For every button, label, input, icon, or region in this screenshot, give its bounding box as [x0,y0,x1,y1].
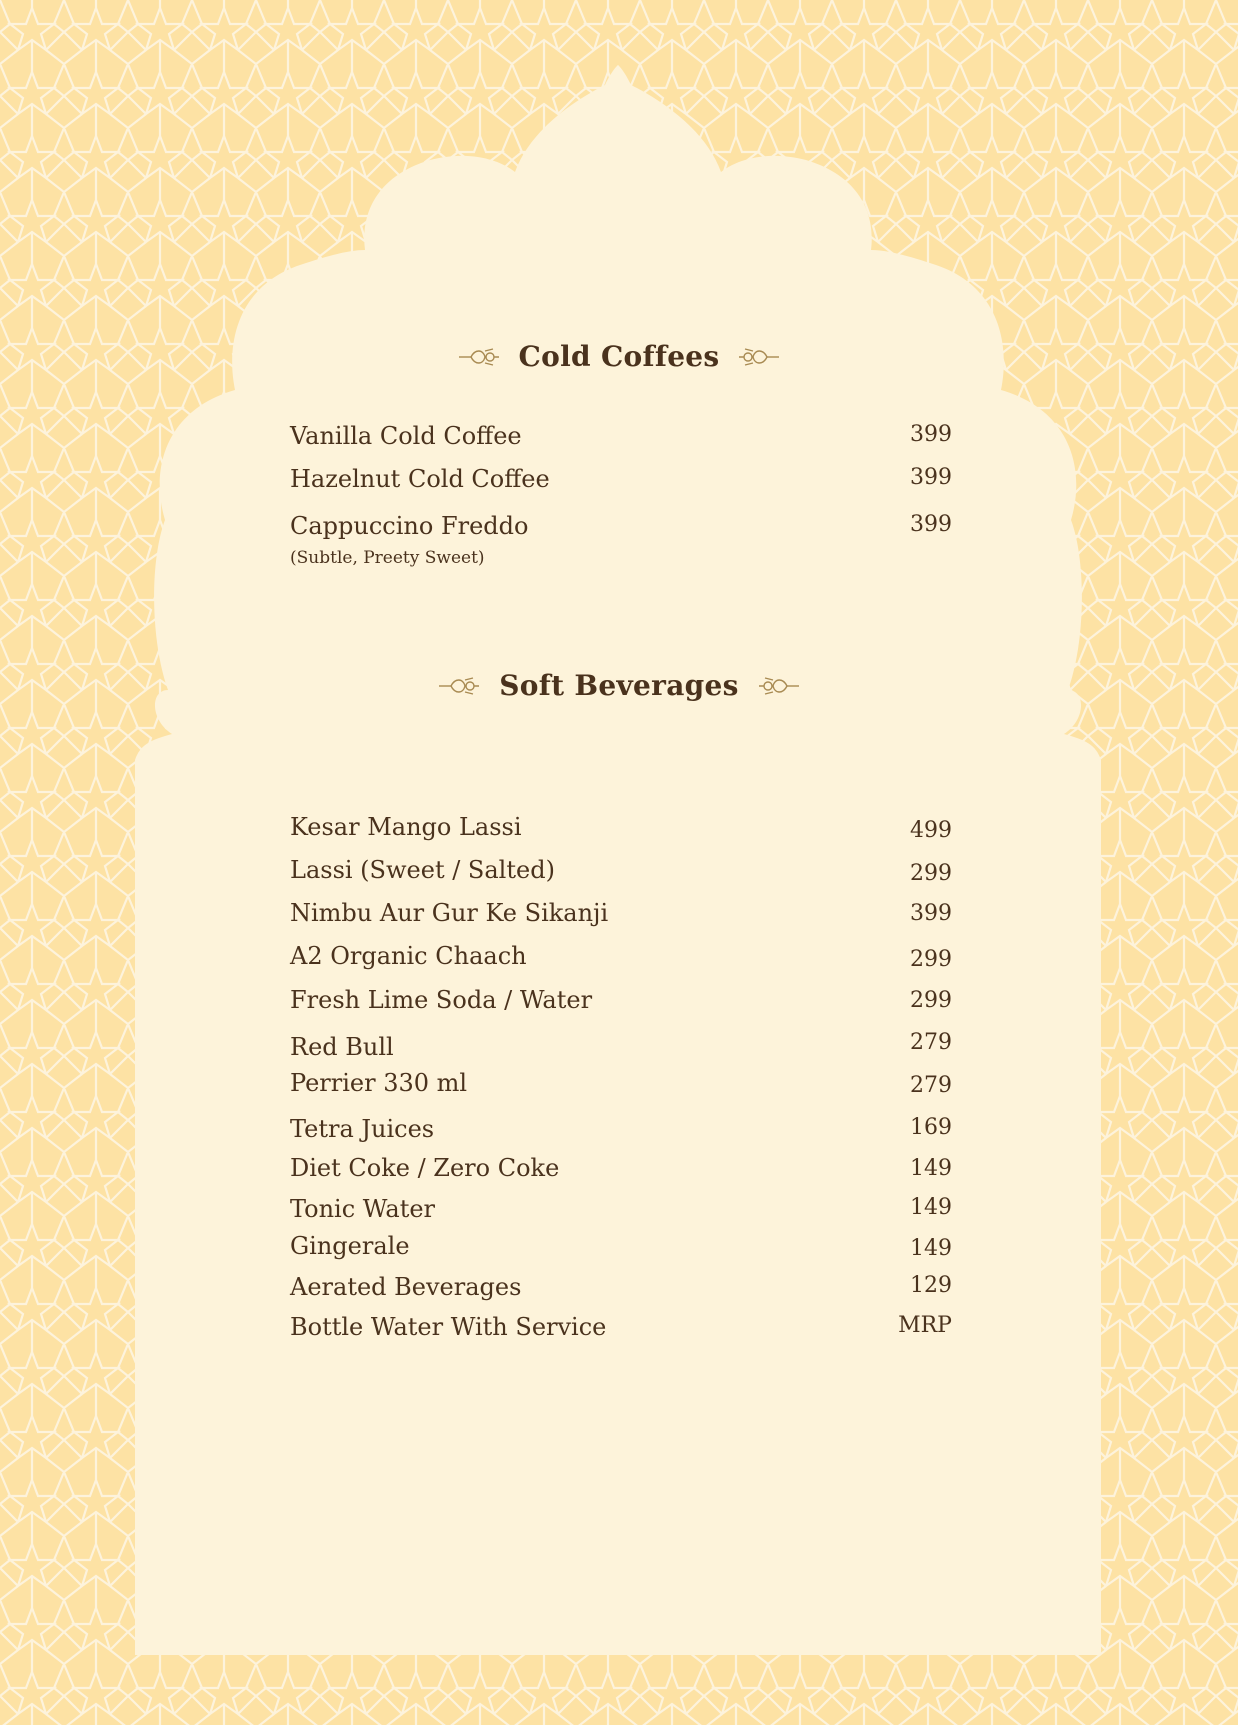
item-name: Tonic Water [290,1195,436,1223]
item-name: Lassi (Sweet / Salted) [290,856,555,884]
item-price: 279 [910,1073,952,1098]
menu-item [290,512,952,572]
menu-item [290,986,952,1026]
item-price: 169 [910,1115,952,1140]
item-price: 279 [910,1030,952,1055]
ornament-left-icon [457,346,501,368]
item-name: A2 Organic Chaach [290,942,527,970]
section-header [0,340,1238,373]
menu-item [290,1232,952,1272]
item-name: Cappuccino Freddo [290,512,529,540]
item-name: Kesar Mango Lassi [290,813,522,841]
item-name: Hazelnut Cold Coffee [290,465,550,493]
item-name: Perrier 330 ml [290,1069,468,1097]
menu-item [290,1069,952,1109]
item-name: Vanilla Cold Coffee [290,422,522,450]
section-title: Soft Beverages [499,669,739,702]
item-name: Gingerale [290,1232,410,1260]
menu-item [290,899,952,939]
item-name: Red Bull [290,1033,394,1061]
item-name: Tetra Juices [290,1115,435,1143]
item-price: 399 [910,512,952,537]
menu-item [290,1195,952,1235]
item-price: 299 [910,861,952,886]
ornament-right-icon [757,675,801,697]
menu-item [290,422,952,462]
item-price: 149 [910,1236,952,1261]
item-note: (Subtle, Preety Sweet) [290,548,485,568]
item-price: 299 [910,988,952,1013]
menu-item [290,1115,952,1155]
item-name: Nimbu Aur Gur Ke Sikanji [290,899,609,927]
menu-item [290,813,952,853]
menu-item [290,1154,952,1194]
item-price: 399 [910,422,952,447]
ornament-left-icon [437,675,481,697]
item-price: 399 [910,901,952,926]
item-price: 149 [910,1195,952,1220]
menu-item [290,856,952,896]
section-title: Cold Coffees [518,340,720,373]
menu-item [290,1313,952,1353]
item-name: Bottle Water With Service [290,1313,607,1341]
menu-item [290,942,952,982]
item-price: 499 [910,818,952,843]
item-price: 299 [910,947,952,972]
section-header [0,669,1238,702]
ornament-right-icon [737,346,781,368]
item-name: Diet Coke / Zero Coke [290,1154,560,1182]
item-price: 149 [910,1156,952,1181]
menu-item [290,465,952,505]
item-name: Fresh Lime Soda / Water [290,986,593,1014]
item-name: Aerated Beverages [290,1273,522,1301]
item-price: 129 [910,1273,952,1298]
item-price: 399 [910,465,952,490]
menu-item [290,1273,952,1313]
menu-item [290,1030,952,1073]
item-price: MRP [898,1313,952,1338]
